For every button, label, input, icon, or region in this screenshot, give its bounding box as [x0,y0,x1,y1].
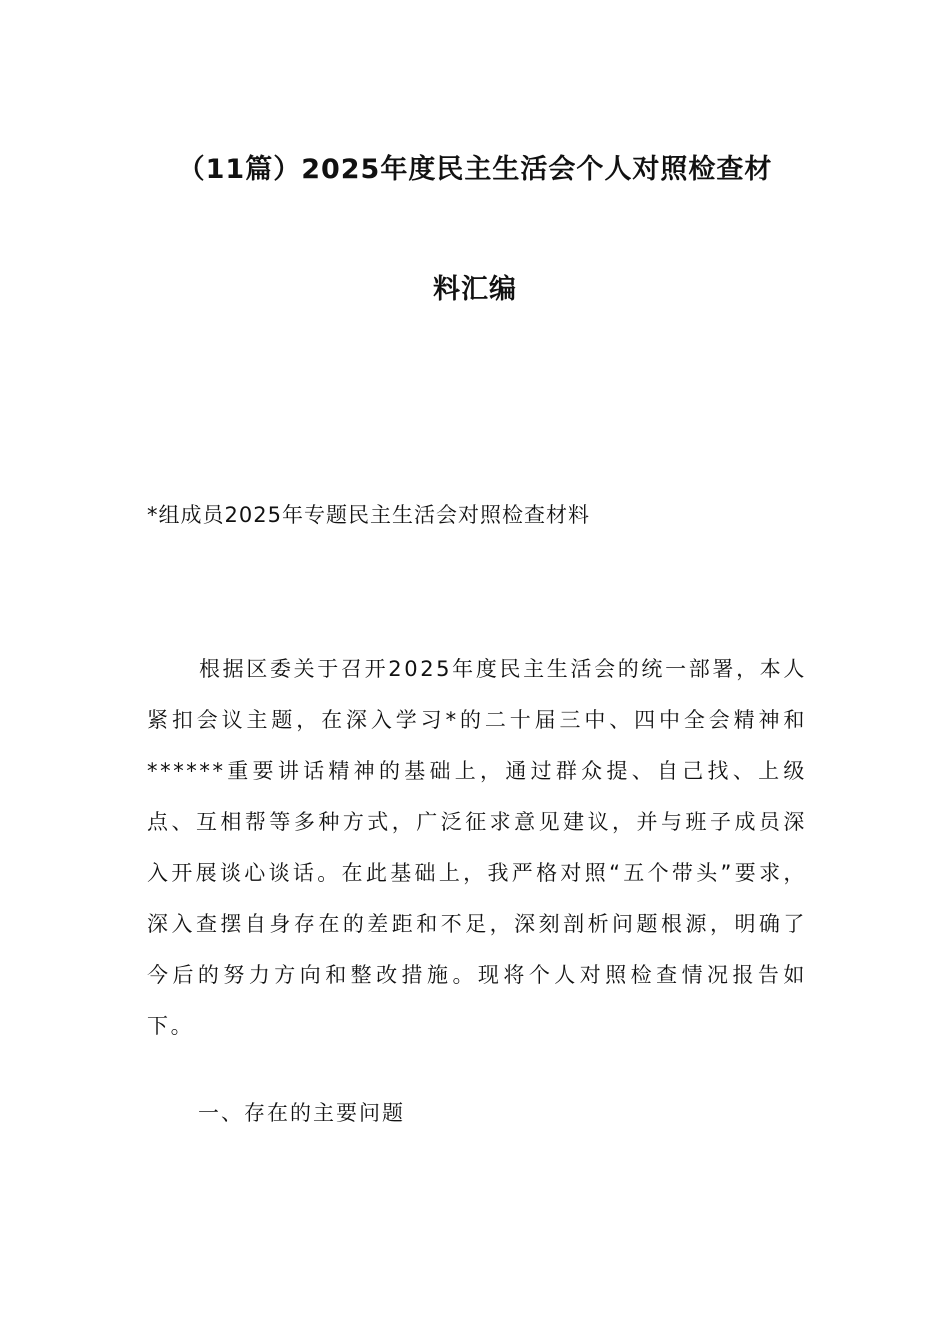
intro-paragraph: 根据区委关于召开2025年度民主生活会的统一部署，本人紧扣会议主题，在深入学习*的二十届三中、四中全会精神和******重要讲话精神的基础上，通过群众提、自己找、上级点、互相帮等多种方式，广泛征求意见建议，并与班子成员深入开展谈心谈话。在此基础上，我严格对照“五个带头”要求，深入查摆自身存在的差距和不足，深刻剖析问题根源，明确了今后的努力方向和整改措施。现将个人对照检查情况报告如下。 [147,657,807,1038]
document-title-line-2: 料汇编 [433,274,517,305]
document-title-line-1: （11篇）2025年度民主生活会个人对照检查材 [177,154,773,185]
document-subtitle: *组成员2025年专题民主生活会对照检查材料 [147,503,590,527]
section-heading: 一、存在的主要问题 [198,1101,405,1125]
